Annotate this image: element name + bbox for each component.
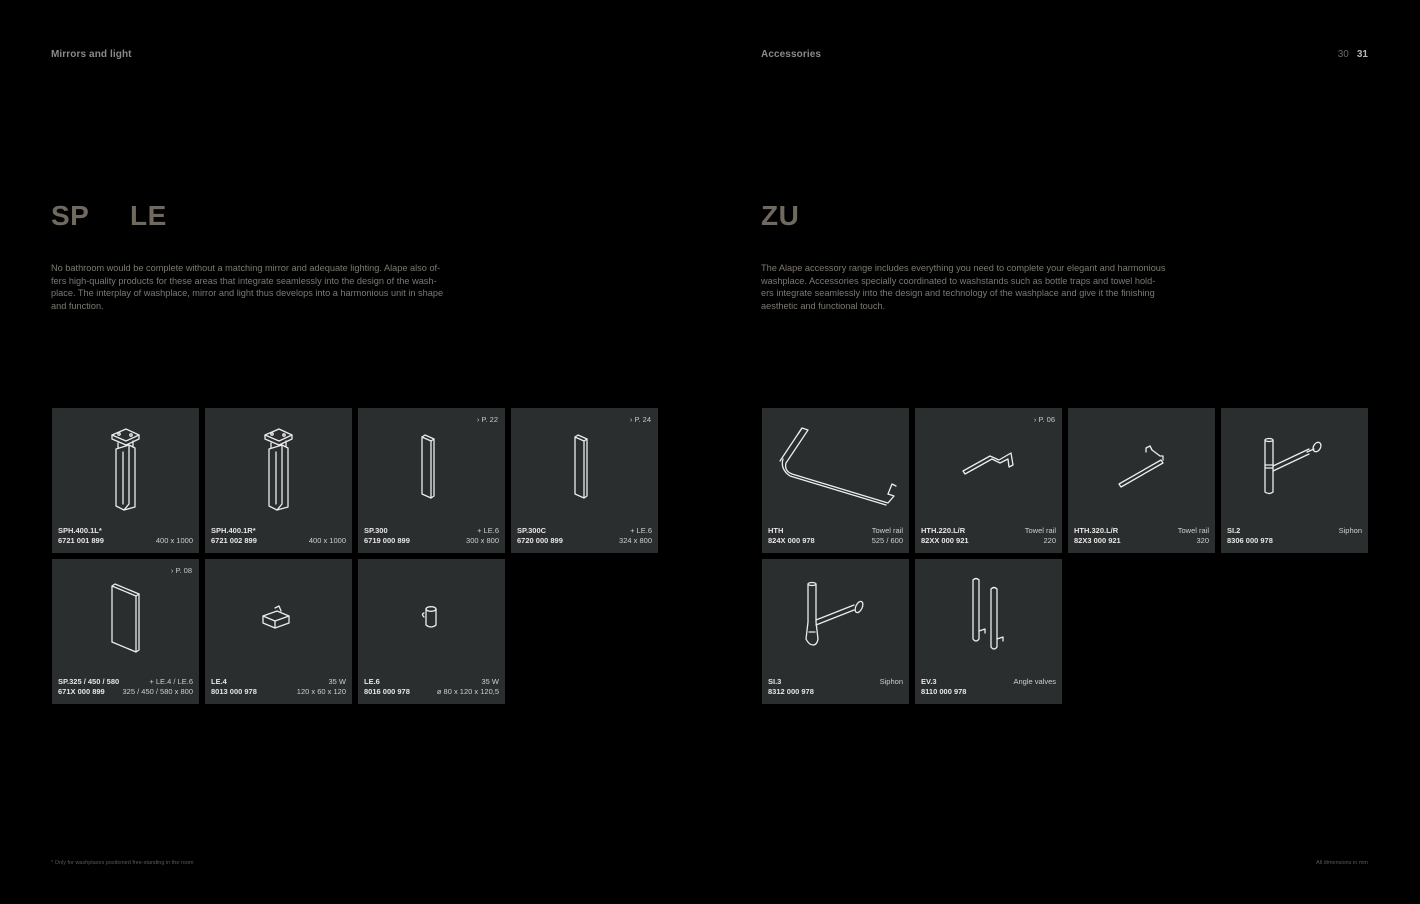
article-number: 82X3 000 921 <box>1074 535 1121 545</box>
mirror-hanging-icon <box>205 408 352 523</box>
siphon-bottle-icon <box>762 559 909 674</box>
product-name: SI.2 <box>1227 526 1241 535</box>
product-name: SP.300C <box>517 526 547 535</box>
product-spec-primary: Siphon <box>879 677 903 686</box>
product-spec-secondary: 300 x 800 <box>466 535 499 545</box>
mirror-wide-icon <box>52 559 199 674</box>
light-round-icon <box>358 559 505 674</box>
article-number: 6720 000 899 <box>517 535 563 545</box>
product-card <box>762 408 909 553</box>
product-card <box>915 559 1062 704</box>
product-name: SI.3 <box>768 677 782 686</box>
product-grid-mirrors <box>52 408 658 704</box>
article-number: 6721 002 899 <box>211 535 257 545</box>
product-spec-secondary: ø 80 x 120 x 120,5 <box>436 686 499 696</box>
product-card <box>358 408 505 553</box>
product-name: HTH.220.L/R <box>921 526 966 535</box>
page-numbers <box>1338 49 1368 60</box>
product-grid-accessories <box>762 408 1368 704</box>
article-number: 8016 000 978 <box>364 686 410 696</box>
product-card <box>52 559 199 704</box>
page-reference: › P. 08 <box>170 566 192 575</box>
page-number-right: 31 <box>1356 49 1368 60</box>
product-card <box>205 408 352 553</box>
product-spec-secondary: 325 / 450 / 580 x 800 <box>122 686 193 696</box>
light-box-icon <box>205 559 352 674</box>
product-spec-primary: Angle valves <box>1013 677 1056 686</box>
siphon-straight-icon <box>1221 408 1368 523</box>
title-zu: ZU <box>761 200 800 231</box>
footnote-freestanding: * Only for washplaces positioned free-standing in the room <box>51 860 194 866</box>
towel-rail-medium-icon <box>1068 408 1215 523</box>
page-reference: › P. 22 <box>476 415 498 424</box>
product-spec-primary: + LE.6 <box>630 526 652 535</box>
product-spec-primary: + LE.6 <box>477 526 499 535</box>
product-name: HTH <box>768 526 784 535</box>
article-number: 8110 000 978 <box>921 686 967 696</box>
title-sp: SP <box>51 200 90 231</box>
product-name: SP.325 / 450 / 580 <box>58 677 120 686</box>
article-number: 6719 000 899 <box>364 535 410 545</box>
article-number: 824X 000 978 <box>768 535 815 545</box>
product-spec-secondary: 220 <box>1043 535 1056 545</box>
product-spec-secondary: 320 <box>1196 535 1209 545</box>
product-card <box>205 559 352 704</box>
product-spec-primary: 35 W <box>481 677 499 686</box>
article-number: 6721 001 899 <box>58 535 104 545</box>
intro-mirrors: No bathroom would be complete without a matching mirror and adequate lighting. Alape also of-fers high-quality products for these areas that integrate seamlessly into the design of the wash-place. The interplay of washplace, mirror and light thus develops into a harmonious unit in shape and function. <box>51 263 444 311</box>
product-spec-primary: Towel rail <box>1024 526 1056 535</box>
product-name: EV.3 <box>921 677 937 686</box>
towel-rail-small-icon <box>915 408 1062 523</box>
product-card <box>1221 408 1368 553</box>
product-spec-primary: Siphon <box>1338 526 1362 535</box>
article-number: 8312 000 978 <box>768 686 814 696</box>
mirror-panel-icon <box>511 408 658 523</box>
product-name: SPH.400.1L* <box>58 526 102 535</box>
angle-valves-icon <box>915 559 1062 674</box>
intro-accessories: The Alape accessory range includes everything you need to complete your elegant and harmonious washplace. Accessories specially coordinated to washstands such as bottle traps and towel hold-ers integrate seamlessly into the design and technology of the washplace and give it the finishing aesthetic and functional touch. <box>761 263 1166 311</box>
article-number: 8306 000 978 <box>1227 535 1273 545</box>
product-spec-primary: 35 W <box>328 677 346 686</box>
page-number-left: 30 <box>1337 49 1349 60</box>
footnote-dimensions: All dimensions in mm <box>1316 860 1368 866</box>
product-spec-primary: + LE.4 / LE.6 <box>149 677 193 686</box>
product-card <box>511 408 658 553</box>
product-card <box>762 559 909 704</box>
product-name: SPH.400.1R* <box>211 526 256 535</box>
product-spec-secondary: 400 x 1000 <box>308 535 346 545</box>
article-number: 671X 000 899 <box>58 686 105 696</box>
product-name: SP.300 <box>364 526 388 535</box>
page-reference: › P. 06 <box>1033 415 1055 424</box>
product-card <box>1068 408 1215 553</box>
product-card <box>915 408 1062 553</box>
product-spec-secondary: 525 / 600 <box>871 535 903 545</box>
product-spec-secondary: 324 x 800 <box>619 535 652 545</box>
article-number: 82XX 000 921 <box>921 535 969 545</box>
product-card <box>52 408 199 553</box>
product-name: LE.4 <box>211 677 227 686</box>
product-spec-primary: Towel rail <box>871 526 903 535</box>
section-label-accessories: Accessories <box>761 49 822 60</box>
product-spec-secondary: 120 x 60 x 120 <box>296 686 346 696</box>
product-name: LE.6 <box>364 677 380 686</box>
mirror-hanging-icon <box>52 408 199 523</box>
towel-rail-large-icon <box>762 408 909 523</box>
section-label-mirrors: Mirrors and light <box>51 49 132 60</box>
title-le: LE <box>130 200 167 231</box>
product-name: HTH.320.L/R <box>1074 526 1119 535</box>
article-number: 8013 000 978 <box>211 686 257 696</box>
mirror-panel-icon <box>358 408 505 523</box>
page-reference: › P. 24 <box>629 415 651 424</box>
product-card <box>358 559 505 704</box>
product-spec-primary: Towel rail <box>1177 526 1209 535</box>
product-spec-secondary: 400 x 1000 <box>155 535 193 545</box>
